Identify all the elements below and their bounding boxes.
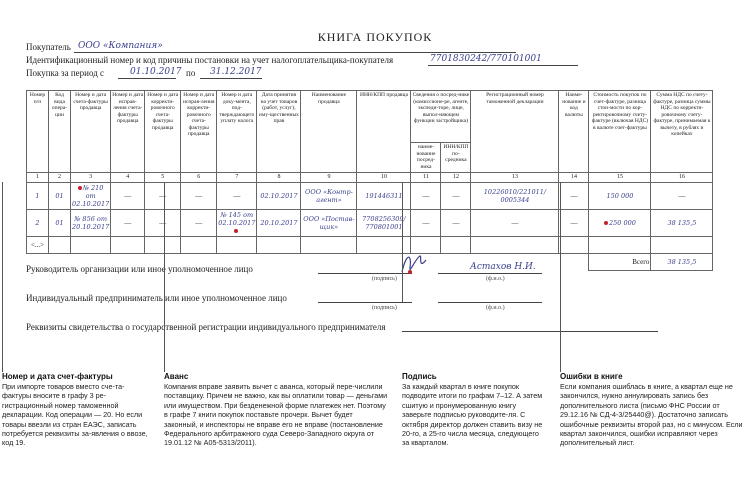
callout-pointer	[2, 182, 3, 372]
callout-pointer	[402, 182, 403, 302]
table-cell: 10226010/221011/ 0005344	[471, 183, 559, 210]
column-number: 13	[471, 173, 559, 183]
table-cell: —	[411, 183, 441, 210]
table-cell: —	[471, 210, 559, 237]
header-cell: Номер и дата корректи-ровочного счета-фактуры продавца	[145, 91, 181, 173]
period-from: 01.10.2017	[130, 67, 182, 77]
period-to: 31.12.2017	[210, 67, 262, 77]
callout-signature	[402, 372, 546, 448]
table-cell	[181, 237, 217, 254]
table-cell	[301, 237, 357, 254]
table-cell: —	[651, 183, 713, 210]
header-cell: Номер п/п	[27, 91, 49, 173]
column-number: 10	[357, 173, 411, 183]
column-number-row	[27, 173, 713, 183]
column-number: 7	[217, 173, 257, 183]
header-cell: Дата принятия на учет товаров (работ, услуг), иму-щественных прав	[257, 91, 301, 173]
table-cell	[217, 237, 257, 254]
column-number: 15	[589, 173, 651, 183]
table-cell: —	[559, 210, 589, 237]
table-cell	[257, 237, 301, 254]
column-number: 16	[651, 173, 713, 183]
table-cell: 1	[27, 183, 49, 210]
column-number: 14	[559, 173, 589, 183]
header-cell: Наименование продавца	[301, 91, 357, 173]
signature-caption: (подпись)	[372, 305, 397, 311]
header-cell: Номер и дата счета-фактуры продавца	[71, 91, 111, 173]
callout-errors	[560, 372, 746, 448]
callout-pointer	[560, 182, 561, 372]
head-name: Астахов Н.И.	[470, 262, 536, 272]
column-number: 11	[411, 173, 441, 183]
table-cell: 2	[27, 210, 49, 237]
callout-text: Компания вправе заявить вычет с аванса, который пере-числили поставщику. Причем не важно, как вы оплатили товар — деньгами или имуществом. При безденежной форме платежек нет. Поэтому в графе 7 книги покупок поставьте прочерк. Вычет будет законный, и инспекторы не вправе его не вправе (постановление Федерального арбитражного суда Северо-Западного округа от 19.01.12 № А05-5313/2011).	[164, 382, 388, 448]
callout-title: Подпись	[402, 372, 437, 381]
period-to-label: по	[186, 68, 196, 78]
table-cell: ООО «Постав-щик»	[301, 210, 357, 237]
column-number: 4	[111, 173, 145, 183]
table-cell	[589, 237, 651, 254]
table-cell	[71, 237, 111, 254]
header-cell: Сумма НДС по счету-фактуре, разница суммы НДС по корректи-ровочному счету-фактуре, принимаемая к вычету, в рублях и копейках	[651, 91, 713, 173]
purchase-value: 250 000	[608, 219, 636, 227]
inn-underline	[428, 65, 578, 66]
table-cell: 01	[49, 183, 71, 210]
callout-invoice	[2, 372, 150, 448]
header-cell: Номер и дата доку-мента, под-тверждающего уплату налога	[217, 91, 257, 173]
table-cell	[49, 237, 71, 254]
document-title: КНИГА ПОКУПОК	[317, 30, 433, 44]
table-cell	[71, 183, 111, 210]
table-cell: <...>	[27, 237, 49, 254]
table-cell: 7708256309/ 770801001	[357, 210, 411, 237]
buyer-value: ООО «Компания»	[78, 41, 163, 51]
purchase-book-table	[26, 90, 713, 271]
table-cell	[111, 237, 145, 254]
callout-pointer	[164, 182, 165, 372]
subheader-cell: наиме-нование посред-ника	[411, 143, 441, 173]
header-cell: Сведения о посред-нике (комиссионе-ре, агенте, экспеди-торе, лице, выпол-няющем функции застройщика)	[411, 91, 471, 143]
ip-label: Индивидуальный предприниматель или иное уполномоченное лицо	[26, 293, 287, 303]
fio-caption: (ф.и.о.)	[486, 276, 505, 282]
table-cell: —	[411, 210, 441, 237]
header-cell: ИНН/КПП продавца	[357, 91, 411, 173]
column-number: 9	[301, 173, 357, 183]
column-number: 8	[257, 173, 301, 183]
table-cell	[651, 237, 713, 254]
period-from-underline	[118, 78, 176, 79]
column-number: 12	[441, 173, 471, 183]
marker-dot-icon	[78, 186, 82, 190]
header-cell: Стоимость покупок по счет-фактуре, разница стои-мости по кор-ректировочному счету-фактуре (включая НДС) в валюте счет-фактуры	[589, 91, 651, 173]
table-cell: 150 000	[589, 183, 651, 210]
reg-underline	[402, 331, 658, 332]
inn-value: 7701830242/770101001	[430, 54, 542, 64]
header-cell: Номер и дата исправ-ления счета-фактуры продавца	[111, 91, 145, 173]
table-cell: —	[559, 183, 589, 210]
callout-text: При импорте товаров вместо сче-та-фактуры вносите в графу 3 ре-гистрационный номер таможенной декларации. Код операции — 20. Но если товары ввезли из стран ЕАЭС, записать потребуется реквизиты за-явления о ввозе, код 19.	[2, 382, 148, 448]
callout-text: За каждый квартал в книге покупок подводите итоги по графам 7–12. А затем сшитую и пронумерованную книгу заверьте подписью руководите-ля. С октября директор должен ставить визу не 20-го, а 25-го числа месяца, следующего за кварталом.	[402, 382, 543, 448]
table-row	[27, 210, 713, 237]
table-cell: 191446311	[357, 183, 411, 210]
table-cell: ООО «Контр-агент»	[301, 183, 357, 210]
invoice-number: № 210 от 02.10.2017	[72, 184, 110, 208]
table-cell: —	[111, 183, 145, 210]
callout-title: Аванс	[164, 372, 189, 381]
subheader-cell: ИНН/КПП по-средника	[441, 143, 471, 173]
ip-signature-underline	[318, 302, 412, 303]
column-number: 6	[181, 173, 217, 183]
head-name-underline	[438, 273, 542, 274]
table-cell: —	[181, 183, 217, 210]
total-value: 38 135,5	[651, 254, 713, 271]
callout-title: Номер и дата счет-фактуры	[2, 372, 113, 381]
fio-caption: (ф.и.о.)	[486, 305, 505, 311]
table-cell	[589, 210, 651, 237]
table-cell: 20.10.2017	[257, 210, 301, 237]
table-cell	[217, 210, 257, 237]
table-cell: —	[111, 210, 145, 237]
reg-label: Реквизиты свидетельства о государственной регистрации индивидуального предпринимателя	[26, 322, 386, 332]
table-row	[27, 237, 713, 254]
callout-title: Ошибки в книге	[560, 372, 623, 381]
table-cell: 02.10.2017	[257, 183, 301, 210]
head-label: Руководитель организации или иное уполномоченное лицо	[26, 264, 253, 274]
column-number: 2	[49, 173, 71, 183]
table-cell	[145, 237, 181, 254]
table-cell	[471, 237, 559, 254]
buyer-underline	[74, 52, 516, 53]
marker-dot-icon	[234, 229, 238, 233]
total-label: Всего	[589, 254, 651, 271]
table-row	[27, 183, 713, 210]
header-cell: Номер и дата исправ-ления корректи-ровочного счета-фактуры продавца	[181, 91, 217, 173]
table-header-row	[27, 91, 713, 143]
period-to-underline	[200, 78, 262, 79]
table-cell: —	[441, 183, 471, 210]
column-number: 1	[27, 173, 49, 183]
callout-text: Если компания ошиблась в книге, а квартал еще не закончился, нужно аннулировать запись без дополнительного листа (письмо ФНС России от 29.12.16 № СД-4-3/25440@). Достаточно записать ошибочные реквизиты второй раз, но с минусом. Если квартал закончился, ошибки исправляют через дополнительный лист.	[560, 382, 743, 448]
payment-document: № 145 от 02.10.2017	[218, 211, 256, 227]
table-cell: —	[181, 210, 217, 237]
table-cell	[559, 237, 589, 254]
table-cell: № 856 от 20.10.2017	[71, 210, 111, 237]
inn-label: Идентификационный номер и код причины постановки на учет налогоплательщика-покупателя	[26, 55, 394, 65]
header-cell: Регистрационный номер таможенной декларации	[471, 91, 559, 173]
table-cell: —	[441, 210, 471, 237]
table-cell: —	[145, 183, 181, 210]
table-cell: 38 135,5	[651, 210, 713, 237]
column-number: 5	[145, 173, 181, 183]
column-number: 3	[71, 173, 111, 183]
callout-advance	[164, 372, 388, 448]
table-cell: 01	[49, 210, 71, 237]
period-label: Покупка за период с	[26, 68, 105, 78]
table-cell: —	[217, 183, 257, 210]
signature-caption: (подпись)	[372, 276, 397, 282]
ip-name-underline	[438, 302, 542, 303]
header-cell: Наиме-нование и код валюты	[559, 91, 589, 173]
marker-dot-icon	[604, 221, 608, 225]
table-cell	[441, 237, 471, 254]
header-cell: Код вида опера-ции	[49, 91, 71, 173]
table-cell: —	[145, 210, 181, 237]
buyer-label: Покупатель	[26, 42, 71, 52]
